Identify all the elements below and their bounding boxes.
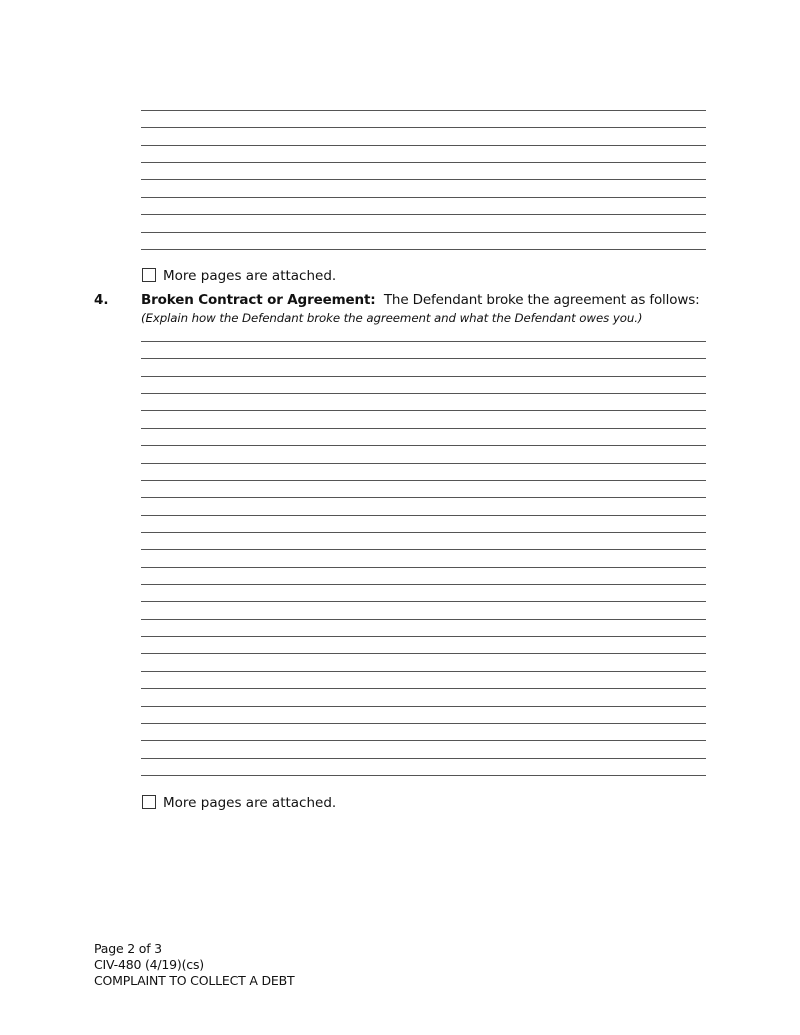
answer-line[interactable] bbox=[141, 341, 706, 342]
answer-line[interactable] bbox=[141, 549, 706, 550]
answer-line[interactable] bbox=[141, 601, 706, 602]
answer-line[interactable] bbox=[141, 653, 706, 654]
answer-line[interactable] bbox=[141, 428, 706, 429]
answer-line[interactable] bbox=[141, 110, 706, 111]
answer-line[interactable] bbox=[141, 480, 706, 481]
answer-line[interactable] bbox=[141, 376, 706, 377]
section-number: 4. bbox=[94, 292, 109, 308]
more-pages-checkbox-continued[interactable] bbox=[142, 268, 156, 282]
answer-line[interactable] bbox=[141, 636, 706, 637]
answer-line[interactable] bbox=[141, 740, 706, 741]
answer-line[interactable] bbox=[141, 179, 706, 180]
section-text: The Defendant broke the agreement as follows: bbox=[383, 292, 700, 308]
answer-line[interactable] bbox=[141, 162, 706, 163]
section-instruction: (Explain how the Defendant broke the agreement and what the Defendant owes you.) bbox=[141, 311, 643, 325]
page-footer bbox=[94, 941, 294, 989]
answer-line[interactable] bbox=[141, 584, 706, 585]
answer-line[interactable] bbox=[141, 706, 706, 707]
answer-line[interactable] bbox=[141, 232, 706, 233]
form-id: CIV-480 (4/19)(cs) bbox=[94, 957, 204, 972]
answer-line[interactable] bbox=[141, 758, 706, 759]
answer-line[interactable] bbox=[141, 619, 706, 620]
answer-line[interactable] bbox=[141, 127, 706, 128]
answer-line[interactable] bbox=[141, 723, 706, 724]
form-title: COMPLAINT TO COLLECT A DEBT bbox=[94, 973, 295, 988]
answer-line[interactable] bbox=[141, 249, 706, 250]
more-pages-checkbox-section4[interactable] bbox=[142, 795, 156, 809]
more-pages-label: More pages are attached. bbox=[163, 795, 337, 811]
answer-line[interactable] bbox=[141, 775, 706, 776]
answer-line[interactable] bbox=[141, 214, 706, 215]
answer-line[interactable] bbox=[141, 497, 706, 498]
answer-line[interactable] bbox=[141, 358, 706, 359]
section-title: Broken Contract or Agreement: bbox=[141, 292, 376, 308]
answer-line[interactable] bbox=[141, 515, 706, 516]
answer-line[interactable] bbox=[141, 445, 706, 446]
page-number: Page 2 of 3 bbox=[94, 941, 162, 956]
section-heading bbox=[141, 292, 700, 308]
answer-line[interactable] bbox=[141, 393, 706, 394]
answer-line[interactable] bbox=[141, 197, 706, 198]
answer-line[interactable] bbox=[141, 145, 706, 146]
answer-line[interactable] bbox=[141, 567, 706, 568]
more-pages-label: More pages are attached. bbox=[163, 268, 337, 284]
answer-line[interactable] bbox=[141, 671, 706, 672]
answer-line[interactable] bbox=[141, 532, 706, 533]
answer-line[interactable] bbox=[141, 410, 706, 411]
answer-line[interactable] bbox=[141, 463, 706, 464]
answer-line[interactable] bbox=[141, 688, 706, 689]
